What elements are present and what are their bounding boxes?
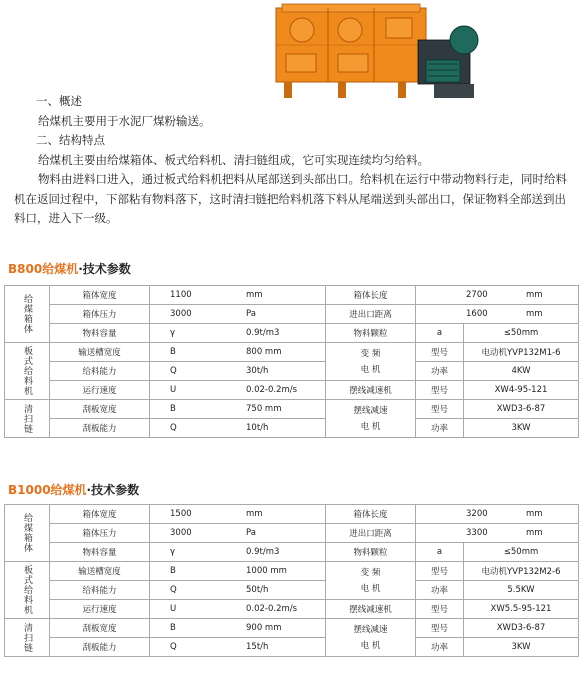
param-value: Q 50t/h	[150, 581, 326, 600]
param-label: 箱体压力	[50, 524, 150, 543]
table-row	[5, 305, 579, 324]
param-value: γ 0.9t/m3	[150, 324, 326, 343]
param-value: 2700 mm	[416, 286, 579, 305]
table-row	[5, 343, 579, 362]
param-value: Q 15t/h	[150, 638, 326, 657]
b800-title-suffix: ·技术参数	[78, 262, 131, 276]
reducer-label: 摆线减速机	[326, 600, 416, 619]
param-value: 4KW	[464, 362, 579, 381]
param-value: 1600 mm	[416, 305, 579, 324]
b1000-spec-table	[4, 504, 579, 657]
coal-feeder-photo	[268, 0, 492, 100]
table-row	[5, 524, 579, 543]
param-value: 1100 mm	[150, 286, 326, 305]
param-label: 型号	[416, 562, 464, 581]
param-value: XW4-95-121	[464, 381, 579, 400]
table-row	[5, 505, 579, 524]
param-value: 3300 mm	[416, 524, 579, 543]
param-label: 型号	[416, 343, 464, 362]
param-value: B 800 mm	[150, 343, 326, 362]
param-value: ≤50mm	[464, 324, 579, 343]
param-value: 1500 mm	[150, 505, 326, 524]
param-label: 输送槽宽度	[50, 562, 150, 581]
param-value: 3KW	[464, 419, 579, 438]
param-label: 功率	[416, 362, 464, 381]
motor-label: 变 频 电 机	[326, 562, 416, 600]
param-value: XW5.5-95-121	[464, 600, 579, 619]
param-label: 功率	[416, 419, 464, 438]
motor-label: 摆线减速 电 机	[326, 400, 416, 438]
param-value: XWD3-6-87	[464, 619, 579, 638]
group-label: 板式给料机	[5, 343, 50, 400]
param-label: 给料能力	[50, 581, 150, 600]
param-label: 物料容量	[50, 324, 150, 343]
motor-label: 变 频 电 机	[326, 343, 416, 381]
overview-paragraph: 给煤机主要用于水泥厂煤粉输送。	[38, 113, 211, 128]
param-label: 箱体宽度	[50, 505, 150, 524]
param-label: 运行速度	[50, 381, 150, 400]
param-label: 箱体长度	[326, 286, 416, 305]
table-row	[5, 600, 579, 619]
param-value: 3000 Pa	[150, 305, 326, 324]
param-label: 型号	[416, 400, 464, 419]
param-symbol: a	[416, 324, 464, 343]
b800-title	[8, 260, 131, 277]
param-value: U 0.02-0.2m/s	[150, 600, 326, 619]
heading-structure: 二、结构特点	[36, 133, 105, 147]
group-label: 板式给料机	[5, 562, 50, 619]
group-label: 给煤箱体	[5, 286, 50, 343]
param-label: 箱体压力	[50, 305, 150, 324]
param-label: 进出口距离	[326, 524, 416, 543]
param-value: B 750 mm	[150, 400, 326, 419]
table-row	[5, 400, 579, 419]
heading-overview: 一、概述	[36, 94, 82, 108]
motor-label: 摆线减速 电 机	[326, 619, 416, 657]
table-row	[5, 638, 579, 657]
table-row	[5, 286, 579, 305]
param-value: Q 10t/h	[150, 419, 326, 438]
param-label: 型号	[416, 619, 464, 638]
table-row	[5, 619, 579, 638]
reducer-label: 摆线减速机	[326, 381, 416, 400]
param-label: 功率	[416, 581, 464, 600]
param-value: Q 30t/h	[150, 362, 326, 381]
b1000-title-suffix: ·技术参数	[86, 483, 140, 497]
group-label: 清扫链	[5, 619, 50, 657]
process-paragraph: 物料由进料口进入，通过板式给料机把料从尾部送到头部出口。给料机在运行中带动物料行走，同时给料机在返回过程中，下部粘有物料落下，这时清扫链把给料机落下料从尾端送到头部出口，保证物料全部送到出料口，进入下一级。	[14, 172, 567, 225]
param-label: 刮板宽度	[50, 400, 150, 419]
param-value: B 1000 mm	[150, 562, 326, 581]
param-label: 物料颗粒	[326, 543, 416, 562]
structure-paragraph: 给煤机主要由给煤箱体、板式给料机、清扫链组成，它可实现连续均匀给料。	[38, 152, 429, 167]
param-value: 电动机YVP132M2-6	[464, 562, 579, 581]
b1000-title	[8, 481, 139, 498]
param-label: 功率	[416, 638, 464, 657]
table-row	[5, 362, 579, 381]
param-value: 电动机YVP132M1-6	[464, 343, 579, 362]
param-label: 物料颗粒	[326, 324, 416, 343]
param-value: γ 0.9t/m3	[150, 543, 326, 562]
table-row	[5, 419, 579, 438]
param-label: 箱体宽度	[50, 286, 150, 305]
param-label: 刮板宽度	[50, 619, 150, 638]
table-row	[5, 324, 579, 343]
param-label: 输送槽宽度	[50, 343, 150, 362]
param-label: 运行速度	[50, 600, 150, 619]
param-label: 型号	[416, 381, 464, 400]
b1000-model-label: B1000给煤机	[8, 483, 87, 497]
table-row	[5, 581, 579, 600]
param-label: 物料容量	[50, 543, 150, 562]
param-value: 5.5KW	[464, 581, 579, 600]
group-label: 给煤箱体	[5, 505, 50, 562]
table-row	[5, 381, 579, 400]
param-value: XWD3-6-87	[464, 400, 579, 419]
b800-model-label: B800给煤机	[8, 262, 79, 276]
table-row	[5, 543, 579, 562]
param-value: 3200 mm	[416, 505, 579, 524]
param-label: 给料能力	[50, 362, 150, 381]
param-symbol: a	[416, 543, 464, 562]
param-label: 刮板能力	[50, 419, 150, 438]
param-label: 进出口距离	[326, 305, 416, 324]
param-label: 型号	[416, 600, 464, 619]
param-label: 刮板能力	[50, 638, 150, 657]
param-value: 3000 Pa	[150, 524, 326, 543]
param-value: ≤50mm	[464, 543, 579, 562]
param-label: 箱体长度	[326, 505, 416, 524]
intro-text	[14, 92, 574, 229]
b800-spec-table	[4, 285, 579, 438]
table-row	[5, 562, 579, 581]
group-label: 清扫链	[5, 400, 50, 438]
param-value: 3KW	[464, 638, 579, 657]
param-value: B 900 mm	[150, 619, 326, 638]
param-value: U 0.02-0.2m/s	[150, 381, 326, 400]
